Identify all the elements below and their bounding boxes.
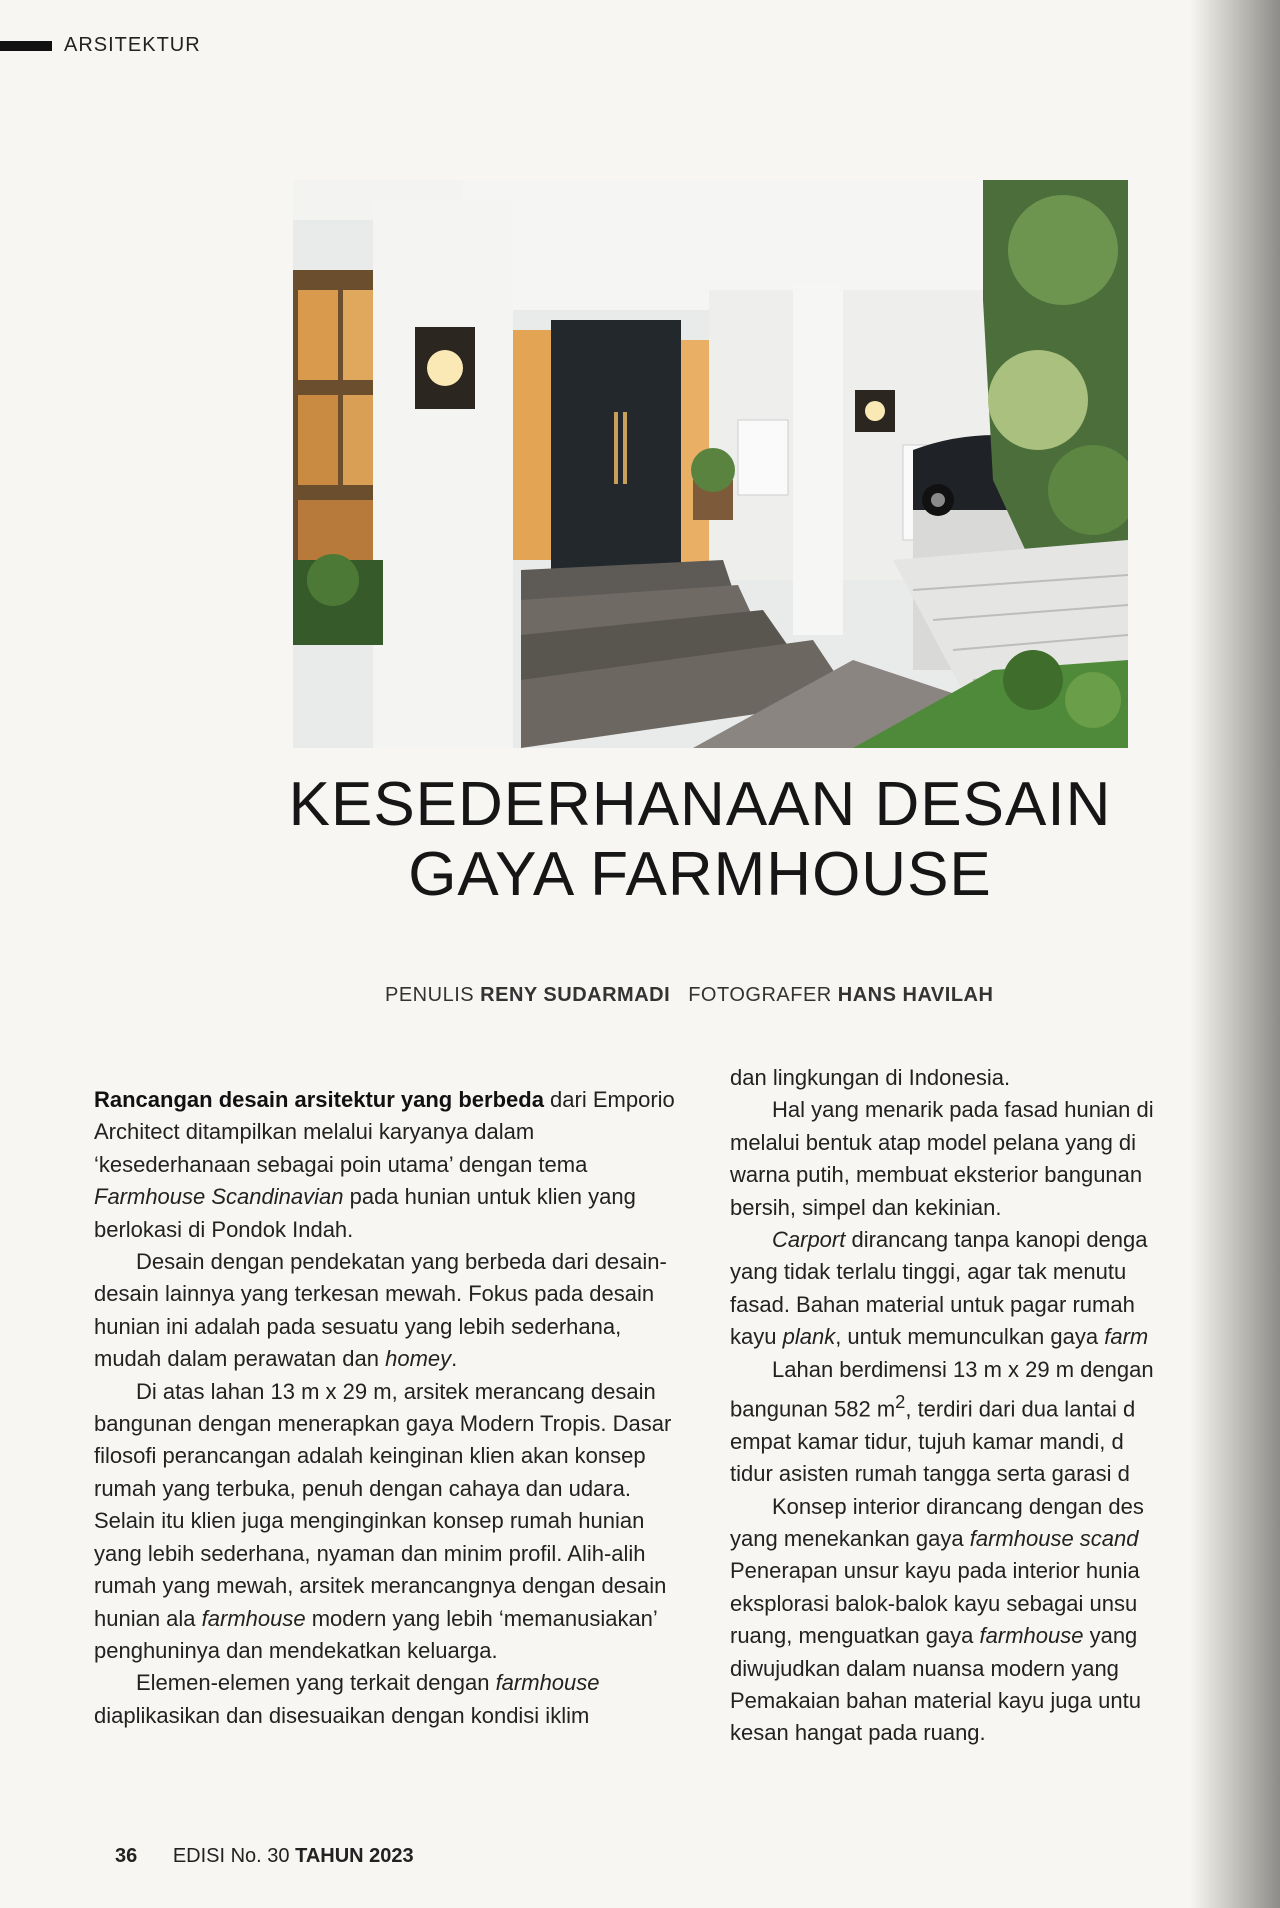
edition-year: TAHUN 2023 [295, 1845, 414, 1867]
section-tag-bar [0, 41, 52, 51]
writer-name: RENY SUDARMADI [480, 984, 671, 1006]
article-paragraph: Desain dengan pendekatan yang berbeda dari desain-desain lainnya yang terkesan mewah. Fokus pada desain hunian ini adalah pada sesuatu yang lebih sederhana, mudah dalam perawatan dan homey. [94, 1249, 667, 1372]
article-line: Pemakaian bahan material kayu juga untu [730, 1688, 1141, 1714]
article-paragraph: Di atas lahan 13 m x 29 m, arsitek merancang desain bangunan dengan menerapkan gaya Modern Tropis. Dasar filosofi perancangan adalah keinginan klien akan konsep rumah yang terbuka, penuh dengan cahaya dan udara. Selain itu klien juga menginginkan konsep rumah hunian yang lebih sederhana, nyaman dan minim profil. Alih-alih rumah yang mewah, arsitek merancangnya dengan desain hunian ala farmhouse modern yang lebih ‘memanusiakan’ penghuninya dan mendekatkan keluarga. [94, 1378, 672, 1663]
edition-label: EDISI No. 30 [172, 1845, 290, 1867]
article-line: bersih, simpel dan kekinian. [730, 1194, 1002, 1220]
article-line: Hal yang menarik pada fasad hunian di [772, 1097, 1154, 1123]
article-title [200, 770, 1200, 910]
article-title-line-1: KESEDERHANAAN DESAIN [288, 770, 1112, 839]
section-tag [0, 34, 201, 57]
article-line: yang tidak terlalu tinggi, agar tak menutu [730, 1259, 1127, 1285]
article-line: melalui bentuk atap model pelana yang di [730, 1129, 1137, 1155]
article-line: yang menekankan gaya farmhouse scand [730, 1526, 1139, 1552]
photographer-role: FOTOGRAFER [688, 984, 832, 1006]
article-line: diwujudkan dalam nuansa modern yang [730, 1655, 1119, 1681]
page-footer [115, 1845, 414, 1868]
article-line: Penerapan unsur kayu pada interior hunia [730, 1558, 1140, 1584]
article-line: empat kamar tidur, tujuh kamar mandi, d [730, 1428, 1124, 1454]
article-paragraph: Elemen-elemen yang terkait dengan farmhouse diaplikasikan dan disesuaikan dengan kondisi iklim [94, 1670, 600, 1728]
article-paragraph: Rancangan desain arsitektur yang berbeda dari Emporio Architect ditampilkan melalui karyanya dalam ‘kesederhanaan sebagai poin utama’ dengan tema Farmhouse Scandinavian pada hunian untuk klien yang berlokasi di Pondok Indah. [94, 1087, 675, 1242]
section-tag-label: ARSITEKTUR [64, 34, 201, 56]
article-column-right [730, 1062, 1280, 1750]
article-line: Lahan berdimensi 13 m x 29 m dengan [772, 1356, 1154, 1382]
writer-role: PENULIS [385, 984, 475, 1006]
hero-photo [293, 180, 1128, 748]
house-facade-illustration [293, 180, 1128, 748]
article-line: kesan hangat pada ruang. [730, 1720, 986, 1746]
article-line: Carport dirancang tanpa kanopi denga [772, 1227, 1148, 1253]
article-line: bangunan 582 $m^2$, terdiri dari dua lantai d [730, 1391, 1136, 1422]
paragraph-lead: Rancangan desain arsitektur yang berbeda [94, 1087, 544, 1112]
article-line: eksplorasi balok-balok kayu sebagai unsu [730, 1590, 1138, 1616]
article-line: tidur asisten rumah tangga serta garasi d [730, 1461, 1130, 1487]
article-credits [385, 984, 1005, 1007]
article-line: fasad. Bahan material untuk pagar rumah [730, 1291, 1135, 1317]
article-line: Konsep interior dirancang dengan des [772, 1493, 1144, 1519]
article-line: ruang, menguatkan gaya farmhouse yang [730, 1623, 1138, 1649]
article-line: dan lingkungan di Indonesia. [730, 1065, 1011, 1090]
article-line: warna putih, membuat eksterior bangunan [730, 1162, 1143, 1188]
article-line: kayu plank, untuk memunculkan gaya farm [730, 1324, 1149, 1350]
article-column-left [94, 1084, 686, 1732]
photographer-name: HANS HAVILAH [837, 984, 994, 1006]
article-title-line-2: GAYA FARMHOUSE [408, 840, 992, 909]
page-number: 36 [115, 1845, 138, 1867]
